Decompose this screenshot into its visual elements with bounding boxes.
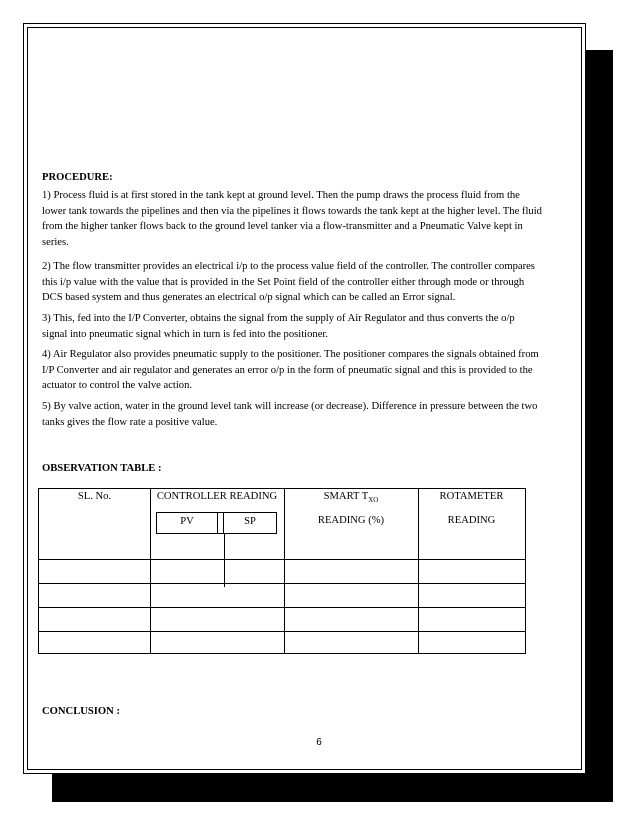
observation-heading: OBSERVATION TABLE : (42, 463, 162, 474)
observation-table (38, 488, 526, 654)
table-row-divider (39, 631, 525, 632)
header-smart-reading: READING (%) (317, 515, 385, 526)
header-sp: SP (244, 516, 256, 527)
pv-sp-subheader-box (156, 512, 277, 534)
table-col-divider (284, 489, 285, 653)
header-sl-no: SL. No. (77, 491, 112, 502)
conclusion-heading: CONCLUSION : (42, 706, 120, 717)
procedure-step-2: 2) The flow transmitter provides an electrical i/p to the process value field of the controller. The controller compares this i/p value with the value that is provided in the Set Point field of the controller either through mode or through DCS based system and thus generates an electrical o/p signal which can be called an Error signal. (42, 261, 535, 303)
procedure-step-5: 5) By valve action, water in the ground level tank will increase (or decrease). Difference in pressure between the two tanks gives the flow rate a positive value. (42, 401, 538, 428)
header-rotameter-reading: READING (447, 515, 496, 526)
procedure-heading: PROCEDURE: (42, 172, 113, 183)
procedure-step-3: 3) This, fed into the I/P Converter, obtains the signal from the supply of Air Regulator and thus converts the o/p signal into pneumatic signal which in turn is fed into the positioner. (42, 313, 515, 340)
pv-sp-divider-left (217, 513, 218, 533)
header-smart-txo: SMART $T_{XO}$ (323, 491, 379, 505)
procedure-step-4: 4) Air Regulator also provides pneumatic supply to the positioner. The positioner compares the signals obtained from I/P Converter and air regulator and generates an error o/p in the form of pneumatic signal and this is provided to the actuator to control the valve action. (42, 349, 539, 391)
header-rotameter: ROTAMETER (439, 491, 504, 502)
table-row-divider (39, 559, 525, 560)
page-number: 6 (316, 737, 322, 748)
header-pv: PV (180, 516, 194, 527)
table-col-divider (150, 489, 151, 653)
pv-sp-column-divider (224, 534, 225, 587)
procedure-step-1: 1) Process fluid is at first stored in the tank kept at ground level. Then the pump draws the process fluid from the lower tank towards the pipelines and then via the pipelines it flows towards the tank kept at the higher level. The fluid from the higher tanker flows back to the ground level tanker via a flow-transmitter and a Pneumatic Valve kept in series. (42, 190, 542, 248)
table-col-divider (418, 489, 419, 653)
table-row-divider (39, 583, 525, 584)
header-controller-reading: CONTROLLER READING (156, 491, 278, 502)
table-row-divider (39, 607, 525, 608)
